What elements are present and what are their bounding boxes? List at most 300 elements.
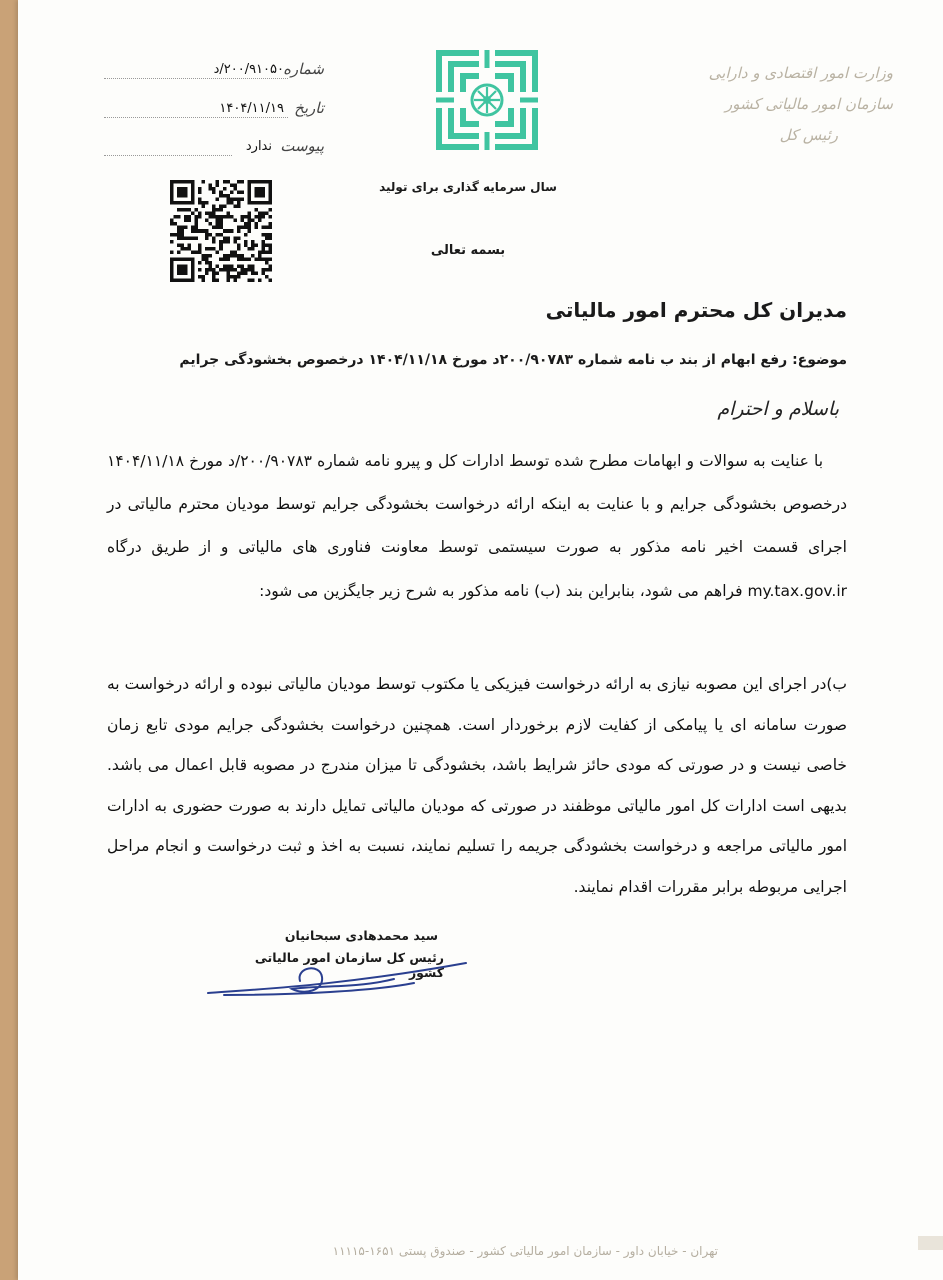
qr-module bbox=[233, 236, 237, 240]
qr-module bbox=[202, 205, 206, 209]
qr-module bbox=[177, 250, 181, 254]
letter-attachment-value: ندارد bbox=[245, 139, 272, 154]
qr-module bbox=[237, 264, 241, 268]
qr-module bbox=[258, 201, 262, 205]
qr-module bbox=[216, 208, 220, 212]
qr-module bbox=[268, 268, 272, 272]
qr-module bbox=[261, 247, 265, 251]
qr-module bbox=[244, 226, 248, 230]
letter-page bbox=[18, 0, 943, 1280]
qr-module bbox=[219, 208, 223, 212]
qr-module bbox=[261, 226, 265, 230]
qr-module bbox=[212, 226, 216, 230]
ministry-line-2: سازمان امور مالیاتی کشور bbox=[725, 95, 893, 113]
qr-module bbox=[202, 180, 206, 184]
qr-module bbox=[254, 201, 258, 205]
qr-module bbox=[216, 219, 220, 223]
qr-module bbox=[219, 257, 223, 261]
qr-module bbox=[261, 250, 265, 254]
qr-module bbox=[226, 201, 230, 205]
qr-module bbox=[205, 236, 209, 240]
qr-module bbox=[261, 271, 265, 275]
qr-module bbox=[188, 201, 192, 205]
qr-module bbox=[265, 212, 269, 216]
qr-module bbox=[216, 222, 220, 226]
qr-module bbox=[170, 194, 174, 198]
qr-module bbox=[202, 254, 206, 258]
qr-module bbox=[181, 247, 185, 251]
qr-module bbox=[170, 187, 174, 191]
qr-module bbox=[205, 254, 209, 258]
qr-module bbox=[254, 180, 258, 184]
qr-module bbox=[258, 194, 262, 198]
qr-module bbox=[233, 250, 237, 254]
qr-module bbox=[265, 250, 269, 254]
qr-module bbox=[268, 236, 272, 240]
letter-greeting: باسلام و احترام bbox=[717, 398, 839, 420]
qr-module bbox=[237, 229, 241, 233]
qr-module bbox=[170, 198, 174, 202]
qr-module bbox=[184, 191, 188, 195]
qr-module bbox=[233, 254, 237, 258]
qr-module bbox=[198, 212, 202, 216]
qr-module bbox=[202, 201, 206, 205]
qr-module bbox=[237, 191, 241, 195]
basmala: بسمه تعالی bbox=[430, 243, 506, 258]
qr-module bbox=[191, 264, 195, 268]
qr-module bbox=[202, 275, 206, 279]
qr-module bbox=[216, 226, 220, 230]
qr-module bbox=[219, 243, 223, 247]
qr-module bbox=[230, 275, 234, 279]
qr-module bbox=[212, 236, 216, 240]
qr-module bbox=[233, 219, 237, 223]
qr-module bbox=[188, 236, 192, 240]
qr-module bbox=[191, 275, 195, 279]
qr-module bbox=[223, 229, 227, 233]
qr-module bbox=[219, 268, 223, 272]
qr-module bbox=[244, 257, 248, 261]
qr-module bbox=[251, 271, 255, 275]
ministry-line-3: رئیس کل bbox=[779, 126, 838, 144]
qr-module bbox=[170, 250, 174, 254]
qr-module bbox=[195, 229, 199, 233]
qr-module bbox=[268, 194, 272, 198]
signatory-name: سید محمدهادی سبحانیان bbox=[284, 928, 438, 943]
qr-module bbox=[170, 180, 174, 184]
qr-module bbox=[181, 268, 185, 272]
qr-module bbox=[198, 215, 202, 219]
qr-module bbox=[244, 240, 248, 244]
qr-module bbox=[261, 187, 265, 191]
qr-module bbox=[237, 275, 241, 279]
qr-module bbox=[240, 268, 244, 272]
qr-module bbox=[268, 184, 272, 188]
qr-module bbox=[188, 278, 192, 282]
letter-number-value: ۲۰۰/۹۱۰۵۰/د bbox=[213, 62, 284, 77]
qr-module bbox=[212, 275, 216, 279]
qr-module bbox=[170, 268, 174, 272]
qr-module bbox=[233, 187, 237, 191]
qr-module bbox=[233, 278, 237, 282]
letter-date-field bbox=[104, 99, 324, 125]
qr-module bbox=[195, 250, 199, 254]
qr-module bbox=[251, 219, 255, 223]
letter-body-paragraph-1 bbox=[107, 440, 847, 613]
qr-module bbox=[181, 233, 185, 237]
qr-module bbox=[268, 250, 272, 254]
qr-module bbox=[205, 247, 209, 251]
qr-module bbox=[254, 194, 258, 198]
qr-module bbox=[181, 226, 185, 230]
qr-module bbox=[247, 180, 251, 184]
qr-module bbox=[226, 257, 230, 261]
qr-module bbox=[195, 226, 199, 230]
qr-module bbox=[237, 257, 241, 261]
qr-module bbox=[261, 212, 265, 216]
qr-module bbox=[254, 257, 258, 261]
qr-module bbox=[177, 278, 181, 282]
qr-module bbox=[198, 250, 202, 254]
qr-module bbox=[226, 236, 230, 240]
qr-module bbox=[181, 257, 185, 261]
qr-module bbox=[170, 184, 174, 188]
qr-module bbox=[212, 278, 216, 282]
qr-module bbox=[212, 187, 216, 191]
qr-module bbox=[258, 278, 262, 282]
qr-module bbox=[195, 208, 199, 212]
qr-module bbox=[265, 243, 269, 247]
qr-code-icon bbox=[164, 180, 278, 282]
letter-attachment-label: پیوست bbox=[280, 137, 324, 155]
qr-module bbox=[181, 264, 185, 268]
qr-module bbox=[212, 240, 216, 244]
qr-module bbox=[233, 268, 237, 272]
qr-module bbox=[230, 215, 234, 219]
qr-module bbox=[184, 201, 188, 205]
qr-module bbox=[174, 278, 178, 282]
qr-module bbox=[209, 268, 213, 272]
qr-module bbox=[205, 233, 209, 237]
qr-module bbox=[268, 180, 272, 184]
qr-module bbox=[226, 271, 230, 275]
qr-module bbox=[191, 250, 195, 254]
qr-module bbox=[247, 184, 251, 188]
qr-module bbox=[240, 257, 244, 261]
qr-module bbox=[226, 212, 230, 216]
qr-module bbox=[230, 250, 234, 254]
qr-module bbox=[226, 180, 230, 184]
qr-module bbox=[268, 187, 272, 191]
qr-module bbox=[261, 201, 265, 205]
qr-module bbox=[219, 222, 223, 226]
qr-module bbox=[258, 215, 262, 219]
qr-module bbox=[212, 215, 216, 219]
qr-module bbox=[170, 257, 174, 261]
qr-module bbox=[191, 212, 195, 216]
ministry-line-1: وزارت امور اقتصادی و دارایی bbox=[708, 64, 893, 82]
qr-module bbox=[181, 229, 185, 233]
qr-module bbox=[184, 278, 188, 282]
qr-module bbox=[251, 268, 255, 272]
qr-module bbox=[265, 233, 269, 237]
qr-module bbox=[174, 222, 178, 226]
qr-module bbox=[191, 187, 195, 191]
qr-module bbox=[181, 208, 185, 212]
qr-module bbox=[226, 268, 230, 272]
footer-decoration bbox=[918, 1236, 943, 1250]
qr-module bbox=[268, 201, 272, 205]
qr-module bbox=[219, 226, 223, 230]
signatory-title: رئیس کل سازمان امور مالیاتی کشور bbox=[254, 950, 444, 980]
qr-module bbox=[191, 201, 195, 205]
qr-module bbox=[188, 208, 192, 212]
qr-module bbox=[216, 264, 220, 268]
qr-module bbox=[216, 180, 220, 184]
qr-module bbox=[198, 191, 202, 195]
qr-module bbox=[258, 212, 262, 216]
qr-module bbox=[261, 215, 265, 219]
qr-module bbox=[223, 268, 227, 272]
qr-module bbox=[233, 184, 237, 188]
qr-module bbox=[230, 229, 234, 233]
qr-module bbox=[212, 271, 216, 275]
qr-module bbox=[240, 215, 244, 219]
qr-module bbox=[247, 215, 251, 219]
qr-module bbox=[177, 187, 181, 191]
qr-module bbox=[198, 247, 202, 251]
qr-module bbox=[254, 191, 258, 195]
qr-module bbox=[191, 268, 195, 272]
qr-module bbox=[205, 229, 209, 233]
qr-module bbox=[170, 271, 174, 275]
qr-module bbox=[244, 222, 248, 226]
qr-module bbox=[170, 275, 174, 279]
qr-module bbox=[247, 278, 251, 282]
qr-module bbox=[254, 215, 258, 219]
qr-module bbox=[265, 261, 269, 265]
qr-module bbox=[198, 229, 202, 233]
qr-module bbox=[205, 271, 209, 275]
qr-module bbox=[244, 268, 248, 272]
qr-module bbox=[223, 254, 227, 258]
qr-module bbox=[268, 198, 272, 202]
letter-recipient: مدیران کل محترم امور مالیاتی bbox=[545, 298, 847, 322]
qr-module bbox=[212, 247, 216, 251]
qr-module bbox=[177, 226, 181, 230]
qr-module bbox=[261, 191, 265, 195]
qr-module bbox=[251, 247, 255, 251]
letter-date-value: ۱۴۰۴/۱۱/۱۹ bbox=[219, 101, 284, 116]
qr-module bbox=[177, 229, 181, 233]
qr-module bbox=[268, 243, 272, 247]
qr-module bbox=[177, 180, 181, 184]
qr-module bbox=[226, 229, 230, 233]
qr-module bbox=[191, 278, 195, 282]
qr-module bbox=[191, 257, 195, 261]
ministry-header bbox=[653, 58, 893, 151]
qr-module bbox=[181, 271, 185, 275]
qr-module bbox=[258, 187, 262, 191]
qr-module bbox=[261, 268, 265, 272]
qr-module bbox=[254, 226, 258, 230]
qr-module bbox=[247, 226, 251, 230]
qr-module bbox=[247, 264, 251, 268]
qr-module bbox=[181, 180, 185, 184]
qr-module bbox=[223, 215, 227, 219]
handwritten-signature bbox=[204, 955, 474, 1005]
qr-module bbox=[247, 247, 251, 251]
qr-module bbox=[254, 222, 258, 226]
qr-module bbox=[198, 268, 202, 272]
qr-module bbox=[216, 198, 220, 202]
qr-module bbox=[219, 219, 223, 223]
qr-module bbox=[251, 243, 255, 247]
qr-module bbox=[258, 180, 262, 184]
qr-module bbox=[265, 236, 269, 240]
qr-module bbox=[212, 212, 216, 216]
paragraph-1-text: با عنایت به سوالات و ابهامات مطرح شده توسط ادارات کل و پیرو نامه شماره ۲۰۰/۹۰۷۸۳/د مورخ ۱۴۰۴/۱۱/۱۸ درخصوص بخشودگی جرایم و با عنایت به اینکه ارائه درخواست بخشودگی جرایم توسط مودیان محترم مالیاتی در اجرای قسمت اخیر نامه مذکور به صورت سیستمی توسط معاونت فناوری های مالیاتی و از طریق درگاه my.tax.gov.ir فراهم می شود، بنابراین بند (ب) نامه مذکور به شرح زیر جایگزین می شود: bbox=[107, 452, 847, 600]
qr-module bbox=[216, 233, 220, 237]
qr-module bbox=[177, 215, 181, 219]
qr-module bbox=[184, 187, 188, 191]
qr-module bbox=[177, 208, 181, 212]
qr-module bbox=[170, 264, 174, 268]
qr-module bbox=[198, 275, 202, 279]
qr-module bbox=[258, 219, 262, 223]
qr-module bbox=[202, 257, 206, 261]
qr-module bbox=[209, 215, 213, 219]
qr-module bbox=[268, 208, 272, 212]
qr-module bbox=[216, 278, 220, 282]
qr-module bbox=[205, 261, 209, 265]
qr-module bbox=[251, 264, 255, 268]
letter-body-paragraph-2 bbox=[107, 664, 847, 907]
qr-module bbox=[191, 191, 195, 195]
qr-module bbox=[184, 268, 188, 272]
qr-module bbox=[233, 198, 237, 202]
qr-module bbox=[181, 243, 185, 247]
qr-module bbox=[223, 236, 227, 240]
qr-module bbox=[268, 247, 272, 251]
qr-module bbox=[268, 226, 272, 230]
paragraph-2-text: ب)در اجرای این مصوبه نیازی به ارائه درخواست فیزیکی یا مکتوب توسط مودیان مالیاتی نبوده و ارائه درخواست به صورت سامانه ای یا پیامکی از کفایت لازم برخوردار است. همچنین درخواست بخشودگی جرایم مودی تابع زمان خاصی نیست و در صورتی که مودی حائز شرایط باشد، بخشودگی تا میزان مندرج در مصوبه قابل اعمال می باشد. بدیهی است ادارات کل امور مالیاتی موظفند در صورتی که مودیان مالیاتی تمایل دارند به صورت حضوری به ادارات امور مالیاتی مراجعه و درخواست بخشودگی جریمه را تسلیم نمایند، نسبت به اخذ و ثبت درخواست و انجام مراحل اجرایی مربوطه برابر مقررات اقدام نمایند. bbox=[107, 675, 847, 896]
qr-module bbox=[247, 191, 251, 195]
qr-module bbox=[198, 198, 202, 202]
qr-module bbox=[181, 201, 185, 205]
qr-module bbox=[237, 180, 241, 184]
qr-module bbox=[184, 264, 188, 268]
qr-module bbox=[205, 201, 209, 205]
qr-module bbox=[237, 205, 241, 209]
qr-module bbox=[181, 187, 185, 191]
qr-module bbox=[230, 191, 234, 195]
qr-module bbox=[237, 271, 241, 275]
qr-module bbox=[223, 180, 227, 184]
qr-module bbox=[209, 184, 213, 188]
qr-module bbox=[226, 264, 230, 268]
qr-module bbox=[209, 212, 213, 216]
qr-module bbox=[223, 205, 227, 209]
qr-module bbox=[177, 243, 181, 247]
qr-module bbox=[223, 257, 227, 261]
qr-module bbox=[251, 240, 255, 244]
qr-module bbox=[261, 233, 265, 237]
qr-module bbox=[181, 278, 185, 282]
qr-module bbox=[177, 264, 181, 268]
qr-module bbox=[237, 226, 241, 230]
qr-module bbox=[251, 254, 255, 258]
qr-module bbox=[247, 201, 251, 205]
qr-module bbox=[237, 198, 241, 202]
qr-module bbox=[230, 264, 234, 268]
qr-module bbox=[216, 250, 220, 254]
letter-number-label: شماره bbox=[283, 60, 324, 78]
qr-module bbox=[247, 257, 251, 261]
qr-module bbox=[205, 257, 209, 261]
qr-module bbox=[191, 226, 195, 230]
qr-module bbox=[198, 187, 202, 191]
qr-module bbox=[219, 215, 223, 219]
qr-module bbox=[226, 254, 230, 258]
qr-module bbox=[240, 226, 244, 230]
qr-module bbox=[188, 247, 192, 251]
qr-module bbox=[226, 278, 230, 282]
qr-module bbox=[177, 268, 181, 272]
qr-module bbox=[209, 264, 213, 268]
qr-module bbox=[258, 254, 262, 258]
qr-module bbox=[174, 201, 178, 205]
qr-module bbox=[247, 187, 251, 191]
qr-module bbox=[265, 257, 269, 261]
qr-module bbox=[170, 233, 174, 237]
qr-module bbox=[174, 257, 178, 261]
qr-module bbox=[209, 233, 213, 237]
qr-module bbox=[219, 240, 223, 244]
qr-module bbox=[191, 198, 195, 202]
qr-module bbox=[247, 268, 251, 272]
qr-module bbox=[258, 250, 262, 254]
qr-module bbox=[254, 187, 258, 191]
qr-module bbox=[177, 257, 181, 261]
qr-module bbox=[265, 268, 269, 272]
qr-module bbox=[181, 191, 185, 195]
qr-module bbox=[188, 215, 192, 219]
qr-module bbox=[261, 194, 265, 198]
letter-date-label: تاریخ bbox=[294, 99, 324, 117]
qr-module bbox=[170, 240, 174, 244]
qr-module bbox=[184, 219, 188, 223]
qr-module bbox=[219, 233, 223, 237]
qr-module bbox=[240, 191, 244, 195]
qr-module bbox=[247, 194, 251, 198]
qr-module bbox=[216, 184, 220, 188]
qr-module bbox=[195, 215, 199, 219]
qr-module bbox=[261, 257, 265, 261]
qr-module bbox=[174, 180, 178, 184]
qr-module bbox=[219, 247, 223, 251]
qr-module bbox=[223, 240, 227, 244]
qr-module bbox=[202, 278, 206, 282]
qr-module bbox=[226, 275, 230, 279]
qr-module bbox=[188, 180, 192, 184]
letter-attachment-field bbox=[104, 137, 324, 163]
qr-module bbox=[223, 187, 227, 191]
qr-module bbox=[177, 191, 181, 195]
qr-module bbox=[219, 194, 223, 198]
qr-module bbox=[265, 226, 269, 230]
qr-module bbox=[212, 205, 216, 209]
